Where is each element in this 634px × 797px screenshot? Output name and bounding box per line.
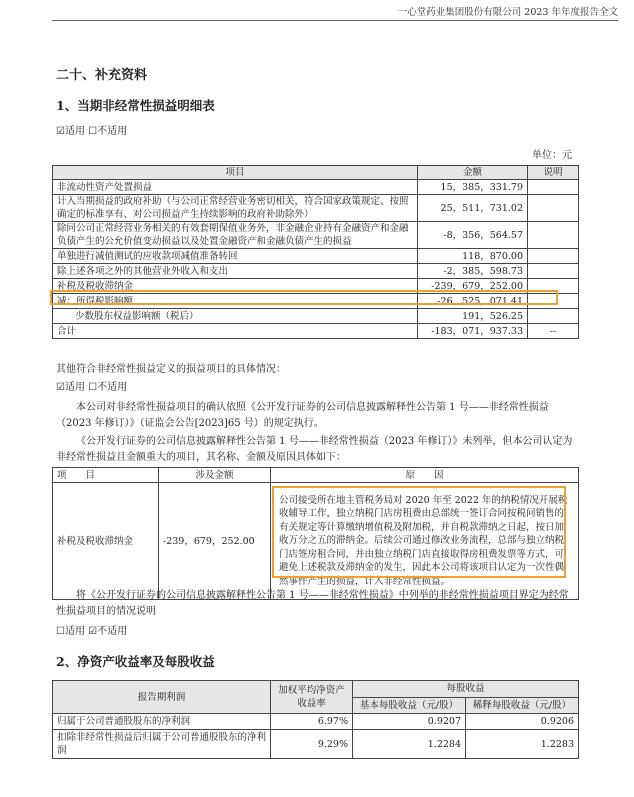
table-row — [53, 730, 579, 759]
header-rule — [52, 20, 618, 21]
row-label: 扣除非经常性损益后归属于公司普通股股东的净利润 — [53, 730, 271, 759]
table-header-row — [53, 166, 579, 180]
table-row — [53, 180, 579, 195]
column-header: 稀释每股收益（元/股） — [466, 697, 579, 714]
column-header: 项目 — [53, 166, 418, 180]
table-header-row — [53, 681, 579, 698]
row-note: -- — [528, 324, 579, 339]
column-header: 涉及金额 — [159, 468, 271, 483]
section-title: 二十、补充资料 — [56, 68, 148, 83]
row-item: 计入当期损益的政府补助（与公司正常经营业务密切相关，符合国家政策规定、按照确定的标准享有、对公司损益产生持续影响的政府补助除外） — [53, 195, 418, 222]
row-basic-eps: 0.9207 — [353, 714, 466, 730]
applicable-status-3: ☐适用 ☑不适用 — [56, 626, 128, 637]
non-recurring-table — [52, 165, 579, 339]
row-amount: -2，385，598.73 — [418, 264, 528, 279]
column-header: 金额 — [418, 166, 528, 180]
column-header: 基本每股收益（元/股） — [353, 697, 466, 714]
row-diluted-eps: 1.2283 — [466, 730, 579, 759]
row-note — [528, 249, 579, 264]
row-roe: 6.97% — [271, 714, 353, 730]
page-header: 一心堂药业集团股份有限公司 2023 年年度报告全文 — [397, 7, 618, 18]
row-item: 除上述各项之外的其他营业外收入和支出 — [53, 264, 418, 279]
row-amount: -8，356，564.57 — [418, 222, 528, 249]
row-note — [528, 309, 579, 324]
row-diluted-eps: 0.9206 — [466, 714, 579, 730]
row-item: 合计 — [53, 324, 418, 339]
table-row — [53, 222, 579, 249]
paragraph-reclass: 将《公开发行证券的公司信息披露解释性公告第 1 号——非经常性损益》中列举的非经常性损益项目界定为经常性损益项目的情况说明 — [56, 590, 569, 617]
row-label: 归属于公司普通股股东的净利润 — [53, 714, 271, 730]
highlight-box-tax-row — [50, 290, 558, 305]
row-amount: -239，679，252.00 — [418, 279, 528, 294]
row-item: 少数股东权益影响额（税后） — [53, 309, 418, 324]
row-amount: -239，679，252.00 — [159, 483, 271, 600]
row-amount: 191，526.25 — [418, 309, 528, 324]
table-total-row — [53, 324, 579, 339]
other-defs-intro: 其他符合非经常性损益定义的损益项目的具体情况： — [56, 364, 286, 375]
paragraph-basis: 本公司对非经常性损益项目的确认依照《公开发行证券的公司信息披露解释性公告第 1 号——非经常性损益（2023 年修订）》（证监会公告[2023]65 号）的规定执行。 — [56, 402, 549, 429]
row-item: 减：所得税影响额 — [53, 294, 418, 309]
row-amount: 15，385，331.79 — [418, 180, 528, 195]
row-item: 除同公司正常经营业务相关的有效套期保值业务外，非金融企业持有金融资产和金融负债产生的公允价值变动损益以及处置金融资产和金融负债产生的损益 — [53, 222, 418, 249]
row-amount: 118，870.00 — [418, 249, 528, 264]
applicable-status-1: ☑适用 ☐不适用 — [56, 126, 128, 137]
unit-label: 单位：元 — [532, 150, 572, 161]
column-header: 项 目 — [53, 468, 159, 483]
table-row — [53, 249, 579, 264]
row-basic-eps: 1.2284 — [353, 730, 466, 759]
table-row — [53, 264, 579, 279]
row-amount: 25，511，731.02 — [418, 195, 528, 222]
table-row — [53, 714, 579, 730]
column-header: 每股收益 — [353, 681, 579, 698]
applicable-status-2: ☑适用 ☐不适用 — [56, 382, 128, 393]
row-note — [528, 195, 579, 222]
table-header-row — [53, 468, 579, 483]
table-row — [53, 309, 579, 324]
row-roe: 9.29% — [271, 730, 353, 759]
subsection-title-1: 1、当期非经常性损益明细表 — [56, 98, 215, 113]
highlight-box-reason — [272, 486, 566, 578]
column-header: 说明 — [528, 166, 579, 180]
row-item: 非流动性资产处置损益 — [53, 180, 418, 195]
column-header: 报告期利润 — [53, 681, 271, 714]
column-header: 原 因 — [271, 468, 579, 483]
row-item: 单独进行减值测试的应收款项减值准备转回 — [53, 249, 418, 264]
row-note — [528, 264, 579, 279]
row-amount: -26，525，071.41 — [418, 294, 528, 309]
row-amount: -183，071，937.33 — [418, 324, 528, 339]
column-header: 加权平均净资产收益率 — [271, 681, 353, 714]
subsection-title-2: 2、净资产收益率及每股收益 — [56, 654, 215, 669]
paragraph-unlisted: 《公开发行证券的公司信息披露解释性公告第 1 号——非经常性损益（2023 年修订）》未列举，但本公司认定为非经常性损益且金额重大的项目，其名称、金额及原因具体如下： — [56, 436, 573, 463]
row-item: 补税及税收滞纳金 — [53, 279, 418, 294]
row-note — [528, 222, 579, 249]
row-reason: 公司接受所在地主管税务局对 2020 年至 2022 年的纳税情况开展税收辅导工作，独立纳税门店房租费由总部统一签订合同按税问销售的有关规定等计算缴纳增值税及附加税，并自税款滞纳之日起，按日加收万分之五的滞纳金。后续公司通过修改业务流程，总部与独立纳税门店签房租合同，并由独立纳税门店直接取得房租费发票等方式，可避免上述税款及滞纳金的发生，因此本公司将该项目认定为一次性偶然事件产生的损益，计入非经常性损益。 — [271, 483, 579, 600]
roe-eps-table — [52, 680, 579, 759]
row-item: 补税及税收滞纳金 — [53, 483, 159, 600]
row-note — [528, 180, 579, 195]
table-row — [53, 195, 579, 222]
